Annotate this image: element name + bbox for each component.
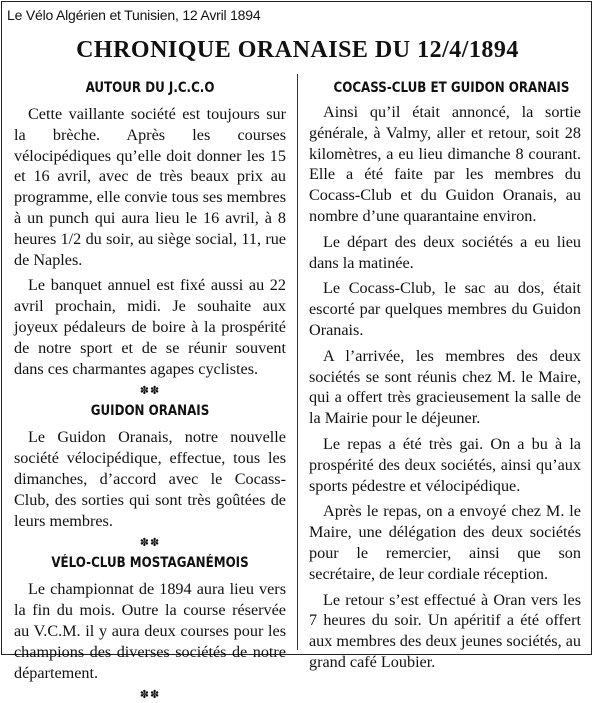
cocass-paragraph-2: Le départ des deux sociétés a eu lieu dans la matinée. (309, 232, 581, 272)
jcco-paragraph-2: Le banquet annuel est fixé aussi au 22 avril prochain, midi. Je souhaite aux joyeux pédaleurs de boire à la prospérité de notre sport et de se réunir souvent dans ces charmantes agapes cyclistes. (14, 276, 286, 378)
section-separator: ✽✽ (139, 688, 161, 702)
page-title: CHRONIQUE ORANAISE DU 12/4/1894 (76, 37, 519, 63)
section-separator: ✽✽ (139, 536, 161, 550)
jcco-paragraph-1: Cette vaillante société est toujours sur la brèche. Après les courses vélocipédiques qu’elle doit donner les 15 et 16 avril, avec de très beaux prix au programme, elle convie tous ses membres à un punch qui aura lieu le 16 avril, à 8 heures 1/2 du soir, au siège social, 11, rue de Naples. (14, 105, 286, 269)
cocass-paragraph-5: Le repas a été très gai. On a bu à la prospérité des deux sociétés, ainsi qu’aux sports pédestre et vélocipédique. (309, 434, 581, 495)
cocass-paragraph-3: Le Cocass-Club, le sac au dos, était escorté par quelques membres du Guidon Oranais. (309, 279, 581, 339)
cocass-paragraph-4: A l’arrivée, les membres des deux sociétés se sont réunis chez M. le Maire, qui a offert très gracieusement la salle de la Mairie pour le déjeuner. (309, 346, 581, 428)
left-column (14, 74, 286, 703)
column-divider (297, 74, 298, 650)
section-heading-jcco: AUTOUR DU J.C.C.O (85, 80, 215, 96)
cocass-paragraph-7: Le retour s’est effectué à Oran vers les 7 heures du soir. Un apéritif a été offert aux membres des deux jeunes sociétés, au grand café Loubier. (309, 590, 581, 671)
right-column (309, 74, 581, 678)
section-heading-cocass-club: COCASS-CLUB ET GUIDON ORANAIS (333, 80, 570, 96)
cocass-paragraph-1: Ainsi qu’il était annoncé, la sortie générale, à Valmy, aller et retour, soit 28 kilomètres, a eu lieu dimanche 8 courant. Elle a été faite par les membres du Cocass-Club et du Guidon Oranais, au nombre d’une quarantaine environ. (309, 103, 581, 225)
section-separator: ✽✽ (139, 384, 161, 398)
velo-club-paragraph-1: Le championnat de 1894 aura lieu vers la fin du mois. Outre la course réservée au V.C.M. il y aura deux courses pour les champions des diverses sociétés de notre département. (14, 580, 286, 682)
source-line: Le Vélo Algérien et Tunisien, 12 Avril 1894 (7, 7, 261, 23)
section-heading-guidon-oranais: GUIDON ORANAIS (90, 403, 210, 420)
section-heading-velo-club: VÉLO-CLUB MOSTAGANÉMOIS (51, 555, 249, 572)
cocass-paragraph-6: Après le repas, on a envoyé chez M. le Maire, une délégation des deux sociétés pour le remercier, ainsi que son secrétaire, de leur cordiale réception. (309, 502, 581, 583)
guidon-paragraph-1: Le Guidon Oranais, notre nouvelle société vélocipédique, effectue, tous les dimanches, d’accord avec le Cocass-Club, des sorties qui sont très goûtées de leurs membres. (14, 428, 286, 530)
